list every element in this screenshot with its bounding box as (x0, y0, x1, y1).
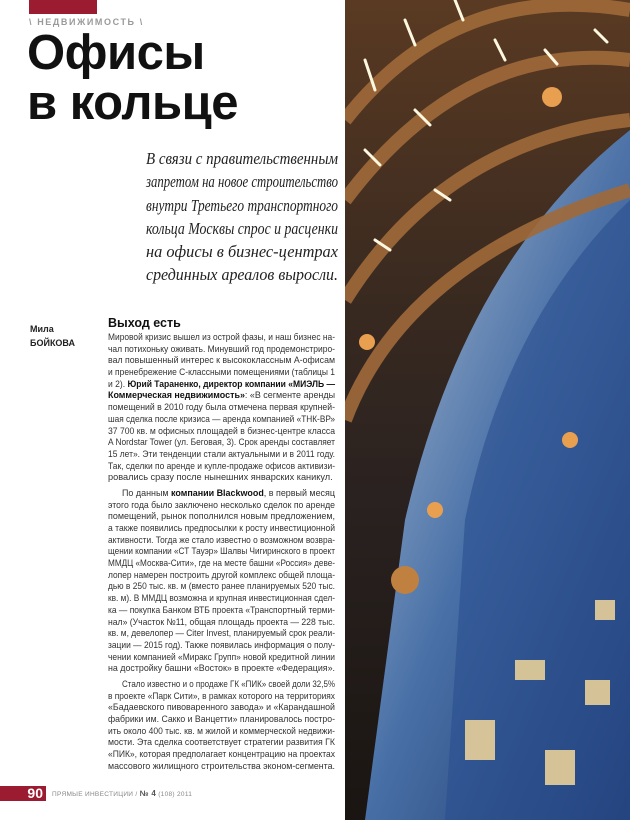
text-line (108, 344, 335, 356)
text-line-inner (108, 437, 335, 449)
text-run: «ПИК», которая предполагает концентрацию на проектах (108, 749, 335, 760)
text-line (108, 390, 335, 402)
text-line-inner (108, 691, 335, 703)
text-run: нал» (Участок №11, общая площадь проекта — 228 тыс. (108, 616, 335, 627)
lead-line-wrap (146, 263, 338, 286)
text-run: и 2). (108, 378, 128, 389)
paragraph (108, 679, 335, 773)
text-line-inner (108, 426, 335, 438)
text-line-inner (108, 535, 335, 547)
text-run: шая сделка после кризиса — аренда компанией «ТНК-ВР» (108, 413, 335, 424)
lead-line-wrap (146, 194, 338, 217)
text-run: этого года было заключено несколько сделок по аренде (108, 499, 335, 510)
text-run: на достройку башни «Восток» в проекте «Федерация». (108, 663, 335, 674)
text-line (108, 437, 335, 449)
lead-line: кольца Москвы спрос и расценки (146, 218, 338, 238)
lead-line: запретом на новое строительство (146, 172, 338, 192)
text-line-inner (122, 679, 335, 691)
text-run: ка — покупка Банком ВТБ проекта «Транспортный терми- (108, 604, 335, 615)
text-line (108, 617, 335, 629)
text-line-inner (108, 617, 335, 629)
text-line (108, 691, 335, 703)
text-line (108, 472, 335, 484)
text-line (108, 426, 335, 438)
text-line-inner (108, 367, 335, 379)
text-run: фабрики им. Сакко и Ванцетти» планировалось постро- (108, 714, 335, 724)
text-line (108, 558, 335, 570)
text-line-inner (108, 511, 335, 523)
section-label: \ НЕДВИЖИМОСТЬ \ (29, 17, 144, 27)
text-line (108, 500, 335, 512)
article-body (108, 332, 335, 776)
text-line-inner (108, 737, 335, 749)
text-run: чении компанией «Миракс Групп» новой кредитной линии (108, 651, 335, 662)
text-line (108, 749, 335, 761)
text-line-inner (108, 749, 335, 761)
lead-line: В связи с правительственным (146, 149, 338, 168)
text-run: По данным (122, 487, 172, 498)
atrium-photo (345, 0, 630, 820)
text-run: «Бадаевского пивоваренного завода» и «Карандашной (108, 702, 335, 713)
text-line (108, 593, 335, 605)
lead-line: срединных ареалов выросли. (146, 265, 338, 285)
text-line (108, 663, 335, 675)
text-run: помещений, рынок пополнился новым предложением, (108, 511, 335, 522)
text-line-inner (108, 702, 335, 714)
text-line-inner (108, 605, 335, 617)
text-line (108, 581, 335, 593)
bold-run: Коммерческая недвижимость» (108, 390, 245, 401)
text-line (108, 737, 335, 749)
text-run: ровались сразу после нынешних январских каникул. (108, 472, 333, 483)
text-line-inner (108, 652, 335, 664)
text-line-inner (108, 414, 335, 426)
text-run: дью в 250 тыс. кв. м (вместо ранее планируемых 520 тыс. (108, 581, 335, 592)
text-run: зации — 2015 год). Также появилась информация о полу- (108, 639, 335, 650)
text-line-inner (108, 355, 335, 367)
footer-magazine (52, 789, 192, 800)
text-line (108, 702, 335, 714)
title-line-1: Офисы (27, 26, 205, 80)
text-line (108, 511, 335, 523)
text-run: A Nordstar Tower (ул. Беговая, 3). Срок аренды составляет (108, 437, 335, 448)
text-line (108, 652, 335, 664)
text-run: 37 700 кв. м офисных площадей в бизнес-центре класса (108, 425, 335, 436)
text-line-inner (108, 581, 335, 593)
text-line (108, 726, 335, 738)
text-line-inner (108, 449, 335, 461)
text-line (108, 535, 335, 547)
lead-line-wrap (146, 240, 338, 263)
text-line (108, 679, 335, 691)
text-run: ММДЦ «Москва-Сити», где на месте башни «Россия» деве- (108, 558, 335, 569)
text-run: мости. Эта сделка соответствует стратегии развития ГК (108, 737, 335, 748)
title-line-2: в кольце (27, 76, 238, 130)
lead-line: внутри Третьего транспортного (146, 195, 338, 215)
lead-line-wrap (146, 147, 338, 170)
text-run: лопер намерен построить другой комплекс общей площа- (108, 569, 335, 580)
text-line-inner (108, 714, 335, 726)
text-run: Так, сделки по аренде и купле-продаже офисов активизи- (108, 460, 335, 471)
text-line-inner (108, 402, 335, 414)
text-line-inner (108, 461, 335, 473)
page-number: 90 (0, 786, 46, 801)
text-line (108, 523, 335, 535)
text-line-inner (108, 558, 335, 570)
text-run: чал потихоньку оживать. Минувший год продемонстриро- (108, 343, 335, 354)
text-line-inner (108, 379, 335, 391)
issue-detail: (108) 2011 (156, 791, 193, 798)
text-run: кв. м). В ММДЦ возможна и крупная инвестиционная сдел- (108, 593, 335, 604)
text-run: , в первый месяц (263, 487, 335, 498)
text-line (108, 546, 335, 558)
text-line (108, 605, 335, 617)
text-line (108, 414, 335, 426)
text-line-inner (108, 726, 335, 738)
lead-line: на офисы в бизнес-центрах (146, 242, 338, 262)
text-line-inner (108, 500, 335, 512)
text-line-inner (108, 593, 335, 605)
text-line-inner (108, 390, 335, 402)
text-line-inner (108, 628, 335, 640)
lead-line-wrap (146, 217, 338, 240)
issue-number: № 4 (139, 789, 157, 798)
paragraph (108, 488, 335, 675)
text-run: помещений в 2010 году была отмечена первая крупней- (108, 402, 335, 413)
text-line (108, 367, 335, 379)
text-line-inner (108, 663, 335, 675)
text-run: : «В сегменте аренды (244, 390, 335, 401)
text-line-inner (108, 344, 335, 356)
text-line-inner (108, 640, 335, 652)
text-line (108, 402, 335, 414)
text-line (108, 714, 335, 726)
page-title (27, 28, 238, 128)
paragraph (108, 332, 335, 484)
magazine-name: ПРЯМЫЕ ИНВЕСТИЦИИ / (52, 791, 140, 798)
text-run: щении компании «СТ Тауэр» Шалвы Чигиринского в проект (108, 546, 335, 557)
text-run: в проекте «Парк Сити», в рамках которого на территориях (108, 690, 335, 701)
text-run: Мировой кризис вышел из острой фазы, и наш бизнес на- (108, 332, 335, 342)
bold-run: Юрий Тараненко, директор компании «МИЭЛЬ — (127, 378, 335, 389)
text-line (108, 355, 335, 367)
text-line-inner (108, 570, 335, 582)
text-line-inner (122, 488, 335, 500)
text-line (108, 628, 335, 640)
text-line (108, 449, 335, 461)
text-line-inner (108, 472, 333, 484)
bold-run: компании Blackwood (171, 487, 264, 498)
text-line-inner (108, 332, 335, 344)
lead-paragraph (146, 147, 338, 287)
text-run: 15 лет». Эти тенденции стали актуальными и в 2011 году. (108, 448, 335, 459)
text-run: Стало известно и о продаже ГК «ПИК» своей доли 32,5% (122, 678, 335, 689)
text-run: и пренебрежение С-классными помещениями (таблицы 1 (108, 367, 335, 378)
text-line (108, 332, 335, 344)
text-line-inner (108, 523, 335, 535)
text-run: активности. Тогда же стало известно о возможном возвра- (108, 534, 335, 545)
text-line (108, 761, 335, 773)
text-run: ить около 400 тыс. кв. м жилой и коммерческой недвижи- (108, 725, 335, 736)
text-line (108, 488, 335, 500)
text-run: а также появились предпосылки к росту инвестиционной (108, 523, 335, 533)
text-run: вал повышенный интерес к высококлассным А-офисам (108, 355, 335, 366)
text-line (108, 570, 335, 582)
author-last-name: БОЙКОВА (30, 338, 75, 348)
lead-line-wrap (146, 170, 338, 193)
text-line (108, 461, 335, 473)
author-byline (30, 322, 75, 350)
article-subheading: Выход есть (108, 316, 181, 330)
text-run: кв. м, девелопер — Citer Invest, планируемый срок реали- (108, 628, 335, 639)
section-color-bar (29, 0, 97, 14)
text-run: массового жилищного строительства эконом-сегмента. (108, 760, 335, 771)
author-first-name: Мила (30, 324, 54, 334)
text-line-inner (108, 546, 335, 558)
text-line (108, 379, 335, 391)
text-line-inner (108, 761, 335, 773)
text-line (108, 640, 335, 652)
